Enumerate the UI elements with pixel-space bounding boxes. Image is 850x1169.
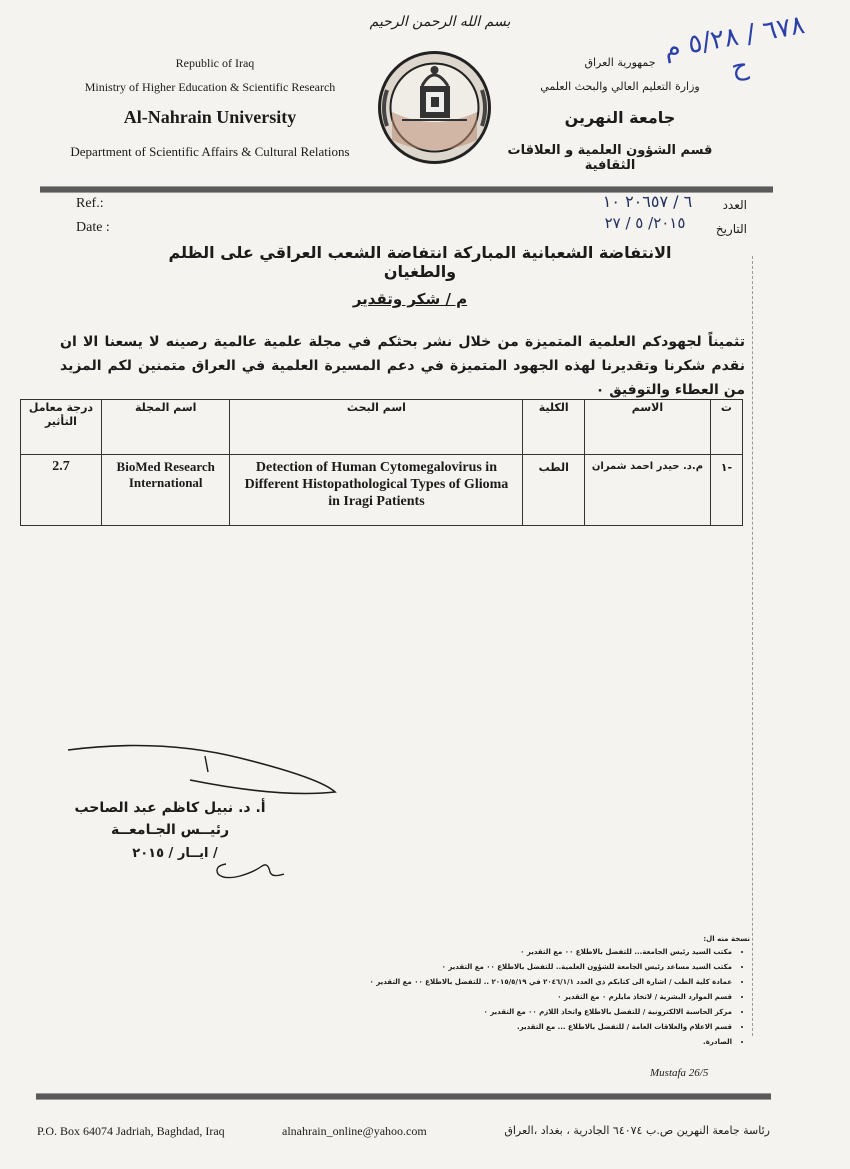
copies-item: • مكتب السيد مساعد رئيس الجامعة للشؤون العلمية.. للتفضل بالاطلاع ٠٠ مع التقدير ٠ bbox=[360, 960, 732, 975]
copies-item: • قسم الاعلام والعلاقات العامة / للتفضل بالاطلاع ... مع التقدير. bbox=[360, 1020, 732, 1035]
university-seal-logo bbox=[377, 50, 492, 165]
copies-item: • عمادة كلية الطب / اشارة الى كتابكم ذي العدد ٢٠٤٦/١/١ في ٢٠١٥/٥/١٩ .. للتفضل بالاطلاع ٠٠ مع التقدير ٠ bbox=[360, 975, 732, 990]
header-ar-ministry: وزارة التعليم العالي والبحث العلمي bbox=[540, 80, 700, 93]
table-row bbox=[21, 455, 743, 526]
header-impact: درجة معامل التأثير bbox=[21, 400, 102, 455]
header-journal: اسم المجلة bbox=[101, 400, 230, 455]
letter-body: تثميناً لجهودكم العلمية المتميزة من خلال نشر بحثكم في مجلة علمية عالمية رصينه لا يسعنا الا ان نقدم شكرنا وتقديرنا لهذه الجهود المتميزة في دعم المسيرة العلمية في العراق متمنين لكم المزيد من العطاء والتوفيق ٠ bbox=[60, 334, 745, 398]
header-ar-department: قسم الشؤون العلمية و العلاقات الثقافية bbox=[507, 143, 713, 173]
ref-number-value: ٦ / ٢٠٦٥٧ ١٠ bbox=[602, 192, 693, 211]
footer-divider bbox=[36, 1093, 771, 1100]
cell-impact: 2.7 bbox=[21, 455, 102, 526]
header-index: ت bbox=[710, 400, 742, 455]
footer-address-en: P.O. Box 64074 Jadriah, Baghdad, Iraq bbox=[37, 1124, 225, 1138]
header-name: الاسم bbox=[585, 400, 711, 455]
header-research: اسم البحث bbox=[230, 400, 523, 455]
basmala: بسم الله الرحمن الرحيم bbox=[369, 14, 511, 30]
header-en-country: Republic of Iraq bbox=[175, 56, 255, 70]
letter-slogan: الانتفاضة الشعبانية المباركة انتفاضة الشعب العراقي على الظلم والطغيان bbox=[168, 243, 672, 281]
signatory-name: أ. د. نبيل كاظم عبد الصاحب bbox=[74, 800, 266, 816]
signatory-title: رئيــس الجـامعــة bbox=[110, 822, 230, 838]
table-header-row bbox=[21, 400, 743, 455]
ref-date-value: ٢٠١٥/ ٥ / ٢٧ bbox=[604, 214, 686, 232]
signature-scribble bbox=[210, 858, 290, 882]
header-en-department: Department of Scientific Affairs & Cultural Relations bbox=[70, 144, 350, 159]
header-ar-university: جامعة النهرين bbox=[564, 108, 676, 127]
publications-table bbox=[20, 399, 743, 526]
copies-block bbox=[360, 935, 750, 1050]
header-ar-country: جمهورية العراق bbox=[584, 56, 656, 69]
handwritten-note: ٦٧٨ / ٥/٢٨ م ح bbox=[661, 10, 808, 84]
ref-label: Ref.: bbox=[76, 196, 104, 211]
ar-date-label: التاريخ bbox=[715, 222, 747, 236]
footer-email: alnahrain_online@yahoo.com bbox=[282, 1124, 427, 1138]
copies-item: • مركز الحاسبة الالكترونية / للتفضل بالاطلاع واتخاذ اللازم ٠٠ مع التقدير ٠ bbox=[360, 1005, 732, 1020]
copies-item: • الصادرة. bbox=[360, 1035, 732, 1050]
ar-number-label: العدد bbox=[722, 198, 747, 212]
copies-item: • مكتب السيد رئيس الجامعة... للتفضل بالاطلاع ٠٠ مع التقدير ٠ bbox=[360, 945, 732, 960]
cell-name: م.د. حيدر احمد شمران bbox=[585, 455, 711, 526]
letter-subject: م / شكر وتقدير bbox=[352, 290, 468, 308]
cell-research: Detection of Human Cytomegalovirus in Different Histopathological Types of Glioma in Iragi Patients bbox=[230, 455, 523, 526]
cell-college: الطب bbox=[523, 455, 585, 526]
signature-date: / ايــار / ٢٠١٥ bbox=[132, 846, 218, 861]
date-label: Date : bbox=[76, 220, 110, 235]
copies-item: • قسم الموارد البشرية / لاتخاذ مايلزم ٠ مع التقدير ٠ bbox=[360, 990, 732, 1005]
copies-heading: نسخة منه ال: bbox=[703, 935, 750, 943]
cell-journal: BioMed Research International bbox=[101, 455, 230, 526]
cell-index: -١ bbox=[710, 455, 742, 526]
footer-address-ar: رئاسة جامعة النهرين ص.ب ٦٤٠٧٤ الجادرية ، بغداد ،العراق bbox=[504, 1124, 770, 1137]
margin-line bbox=[752, 256, 754, 1036]
typist-note: Mustafa 26/5 bbox=[650, 1067, 709, 1079]
header-en-ministry: Ministry of Higher Education & Scientific Research bbox=[84, 80, 336, 94]
copies-list bbox=[360, 945, 750, 1050]
header-college: الكلية bbox=[523, 400, 585, 455]
header-en-university: Al-Nahrain University bbox=[123, 107, 297, 127]
